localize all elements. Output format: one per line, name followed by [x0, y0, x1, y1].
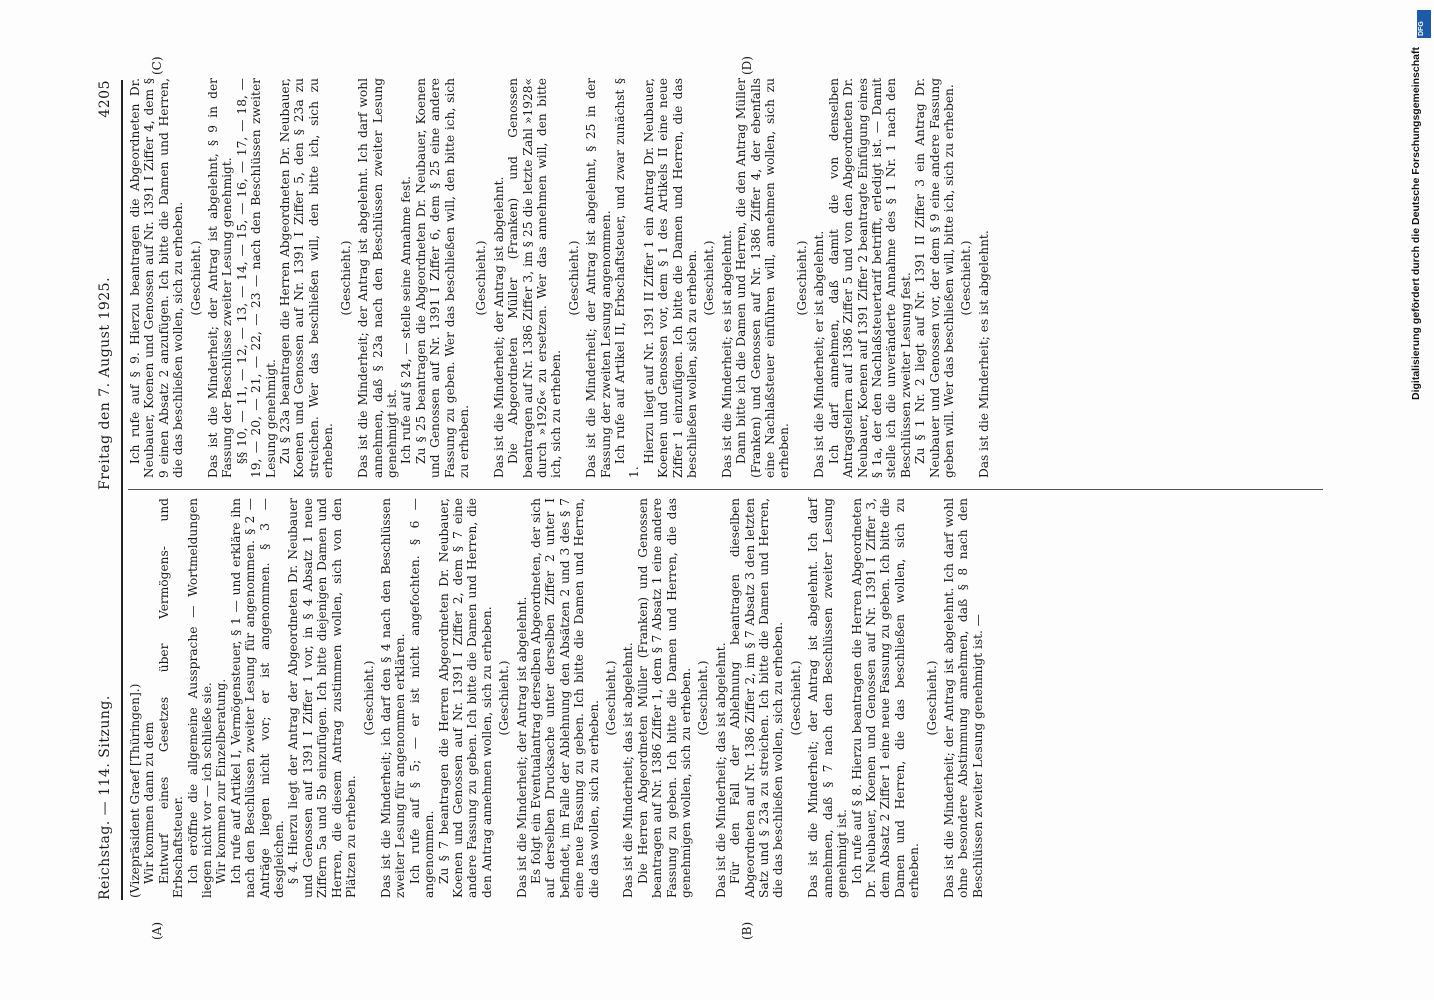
margin-marker-c: (C) [150, 56, 164, 75]
stage-direction: (Geschieht.) [566, 240, 581, 316]
paragraph: Das ist die Minderheit; das ist abgelehnt. [621, 642, 636, 898]
stage-direction: (Geschieht.) [794, 240, 809, 316]
paragraph: Zu § 25 beantragen die Abgeordneten Dr. Neubauer, Koenen und Genossen auf Nr. 1391 I Ziffer 6, dem § 25 eine andere Fassung zu geben. Wer das beschließen will, den bitte ich, sich zu erheben. [413, 78, 471, 478]
page-number: 4205 [97, 80, 113, 118]
paragraph: Ich rufe auf § 24, — stelle seine Annahme fest. [399, 176, 414, 464]
paragraph: (Vizepräsident Graef [Thüringen].) [128, 683, 142, 898]
paragraph: Ich darf annehmen, daß damit die von denselben Antragstellern auf 1386 Ziffer 5 und von den Abgeordneten Dr. Neubauer, Koenen auf 1391 Ziffer 2 beantragte Einfügung eines § 1a, der den Nachlaßsteuertarif betrifft, erledigt ist. — Damit stelle ich die unveränderte Annahme des § 1 Nr. 1 nach den Beschlüssen zweiter Lesung fest. [826, 78, 913, 478]
paragraph: Das ist die Minderheit; der Antrag ist abgelehnt. [514, 596, 529, 898]
text-column-left [128, 498, 985, 898]
paragraph: Zu § 7 beantragen die Herren Abgeordneten Dr. Neubauer, Koenen und Genossen auf Nr. 1391 I Ziffer 2, dem § 7 eine andere Fassung zu geben. Ich bitte die Damen und Herren, die den Antrag annehmen wollen, sich zu erheben. [436, 498, 494, 898]
paragraph: § 4. Hierzu liegt der Antrag der Abgeordneten Dr. Neubauer und Genossen auf 1391 I Ziffer 1 vor, in § 4 Absatz 1 neue Ziffern 5a und 5b einzufügen. Ich bitte diejenigen Damen und Herren, die diesem Antrag zustimmen wollen, sich von den Plätzen zu erheben. [286, 498, 359, 898]
paragraph: Ich rufe auf Artikel II, Erbschaftsteuer, und zwar zunächst § 1. [613, 78, 642, 478]
paragraph: Die Herren Abgeordneten Müller (Franken) und Genossen beantragen auf Nr. 1386 Ziffer 1, dem § 7 Absatz 1 eine andere Fassung zu geben. Ich bitte die Damen und Herren, die das genehmigen wollen, sich zu erheben. [635, 498, 694, 898]
stage-direction: (Geschieht.) [474, 240, 489, 316]
paragraph: Ich rufe auf § 9. Hierzu beantragen die Abgeordneten Dr. Neubauer, Koenen und Genossen auf Nr. 1391 I Ziffer 4, dem § 9 einen Absatz 2 anzufügen. Ich bitte die Damen und Herren, die das beschließen wollen, sich zu erheben. [128, 78, 186, 478]
paragraph: Das ist die Minderheit; er ist abgelehnt. [812, 230, 827, 478]
stage-direction: (Geschieht.) [959, 240, 974, 316]
paragraph: Das ist die Minderheit; der Antrag ist abgelehnt. Ich darf wohl ohne besondere Abstimmung annehmen, daß § 8 nach den Beschlüssen zweiter Lesung genehmigt ist. — [941, 498, 985, 898]
paragraph: Das ist die Minderheit; ich darf den § 4 nach den Beschlüssen zweiter Lesung für angenommen erklären. [378, 498, 408, 898]
paragraph: Für den Fall der Ablehnung beantragen dieselben Abgeordneten auf Nr. 1386 Ziffer 2, im § 7 Absatz 3 den letzten Satz und § 23a zu streichen. Ich bitte die Damen und Herren, die das beschließen wollen, sich zu erheben. [728, 498, 786, 898]
paragraph: Das ist die Minderheit; das ist abgelehnt. [713, 642, 728, 898]
stage-direction: (Geschieht.) [702, 240, 717, 316]
stage-direction: (Geschieht.) [188, 240, 203, 316]
margin-marker-a: (A) [150, 921, 164, 940]
paragraph: Es folgt ein Eventualantrag derselben Abgeordneten, der sich auf derselben Drucksache unter derselben Ziffer 2 unter I befindet, im Falle der Ablehnung den Absätzen 2 und 3 des § 7 eine neue Fassung zu geben. Ich bitte die Damen und Herren, die das wollen, sich zu erheben. [528, 498, 601, 898]
page-header [95, 80, 123, 900]
digitization-note [1410, 10, 1430, 400]
paragraph: Zu § 23a beantragen die Herren Abgeordneten Dr. Neubauer, Koenen und Genossen auf Nr. 1391 I Ziffer 5, den § 23a zu streichen. Wer das beschließen will, den bitte ich, sich zu erheben. [278, 78, 336, 478]
paragraph: Ich rufe auf Artikel I, Vermögensteuer, § 1 — und erkläre ihn nach den Beschlüssen zweiter Lesung für angenommen. § 2 — Anträge liegen nicht vor; er ist angenommen. § 3 — desgleichen. [228, 498, 287, 898]
paragraph: Ich rufe auf § 5; — er ist nicht angefochten. § 6 — angenommen. [407, 498, 437, 898]
paragraph: Ich rufe auf § 8. Hierzu beantragen die Herren Abgeordneten Dr. Neubauer, Koenen und Genossen auf Nr. 1391 I Ziffer 3, dem Absatz 2 Ziffer 1 eine neue Fassung zu geben. Ich bitte die Damen und Herren, die das beschließen wollen, sich zu erheben. [849, 498, 922, 898]
paragraph: Das ist die Minderheit; der Antrag ist abgelehnt, § 9 in der Fassung der Beschlüsse zweiter Lesung genehmigt. [206, 78, 235, 478]
paragraph: Das ist die Minderheit; es ist abgelehnt. [976, 230, 991, 478]
stage-direction: (Geschieht.) [604, 660, 618, 736]
dfg-logo: DFG [1417, 10, 1431, 38]
paragraph: Wir kommen dann zu dem [142, 721, 157, 884]
header-date: Freitag den 7. August 1925. [97, 276, 113, 490]
margin-marker-d: (D) [740, 56, 754, 75]
text-column-right [128, 78, 991, 478]
digitization-note-text: Digitalisierung gefördert durch die Deutsche Forschungsgemeinschaft [1410, 47, 1422, 400]
stage-direction: (Geschieht.) [696, 660, 711, 736]
column-divider [128, 489, 1323, 490]
paragraph: Das ist die Minderheit; der Antrag ist abgelehnt. Ich darf annehmen, daß § 7 nach den Beschlüssen zweiter Lesung genehmigt ist. [806, 498, 850, 898]
paragraph: §§ 10, — 11, — 12, — 13, — 14, — 15, — 16, — 17, — 18, — 19, — 20, — 21, — 22, — 23 — nach den Beschlüssen zweiter Lesung genehmigt. [234, 78, 278, 478]
paragraph: Ich eröffne die allgemeine Aussprache — Wortmeldungen liegen nicht vor — ich schließe sie. [185, 498, 215, 898]
paragraph: Das ist die Minderheit; der Antrag ist abgelehnt. Ich darf wohl annehmen, daß § 23a nach den Beschlüssen zweiter Lesung genehmigt ist. [356, 78, 399, 478]
margin-marker-b: (B) [740, 921, 754, 940]
paragraph: Entwurf eines Gesetzes über Vermögens- und Erbschaftsteuer. [156, 498, 186, 898]
paragraph: Das ist die Minderheit; der Antrag ist abgelehnt. [491, 176, 506, 478]
stage-direction: (Geschieht.) [788, 660, 803, 736]
paragraph: Das ist die Minderheit; es ist abgelehnt. [719, 230, 734, 478]
paragraph: Hierzu liegt auf Nr. 1391 II Ziffer 1 ein Antrag Dr. Neubauer, Koenen und Genossen vor, dem § 1 des Artikels II eine neue Ziffer 1 einzufügen. Ich bitte die Damen und Herren, die das beschließen wollen, sich zu erheben. [641, 78, 700, 478]
stage-direction: (Geschieht.) [497, 660, 512, 736]
paragraph: Das ist die Minderheit; der Antrag ist abgelehnt, § 25 in der Fassung der zweiten Lesung angenommen. [584, 78, 613, 478]
header-left: Reichstag. — 114. Sitzung. [97, 695, 113, 900]
paragraph: Die Abgeordneten Müller (Franken) und Genossen beantragen auf Nr. 1386 Ziffer 3, im § 25 die letzte Zahl »1928« durch »1926« zu ersetzen. Wer das annehmen will, den bitte ich, sich zu erheben. [506, 78, 564, 478]
stage-direction: (Geschieht.) [338, 240, 353, 316]
paragraph: Zu § 1 Nr. 2 liegt auf Nr. 1391 II Ziffer 3 ein Antrag Dr. Neubauer und Genossen vor, der dem § 9 eine andere Fassung geben will. Wer das beschließen will, bitte ich, sich zu erheben. [913, 78, 956, 478]
paragraph: Dann bitte ich die Damen und Herren, die den Antrag Müller (Franken) und Genossen auf Nr. 1386 Ziffer 4, der ebenfalls eine Nachlaßsteuer einführen will, annehmen wollen, sich zu erheben. [734, 78, 792, 478]
stage-direction: (Geschieht.) [361, 660, 376, 736]
stage-direction: (Geschieht.) [924, 660, 939, 736]
paragraph: Wir kommen zur Einzelberatung. [214, 678, 229, 884]
